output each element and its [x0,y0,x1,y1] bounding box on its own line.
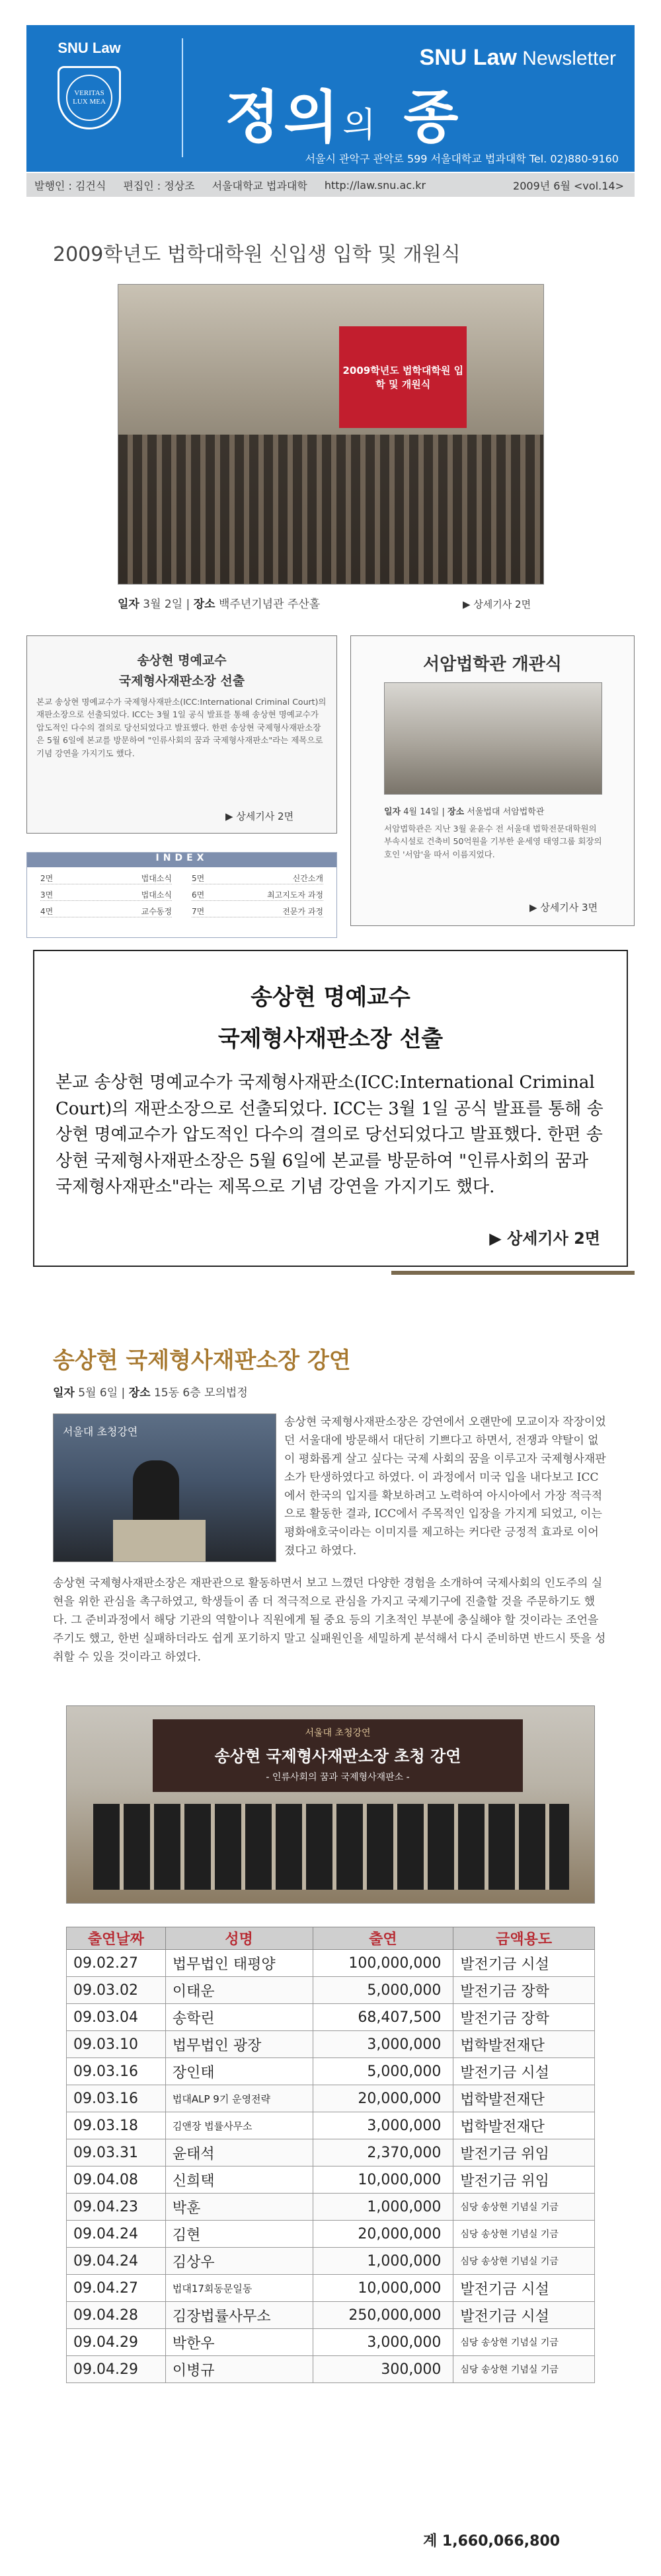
lecture-photo-text: 서울대 초청강연 [63,1425,138,1438]
cell-purpose: 발전기금 위임 [453,2139,595,2166]
cell-name: 윤태석 [165,2139,313,2166]
newsletter-word: Newsletter [522,48,616,69]
cell-amount: 3,000,000 [313,2329,453,2356]
cell-purpose: 심당 송상현 기념실 기금 [453,2248,595,2275]
cell-name: 김앤장 법률사무소 [165,2112,313,2139]
front-more-link[interactable]: ▶ 상세기사 2면 [463,598,531,610]
big-box-title-1: 송상현 명예교수 [251,984,410,1011]
cell-date: 09.04.27 [67,2275,166,2302]
cell-date: 09.03.10 [67,2031,166,2058]
index-label: 신간소개 [292,874,323,883]
cell-date: 09.04.08 [67,2166,166,2194]
lecture-caption: 일자 5월 6일 | 장소 15동 6층 모의법정 [53,1386,248,1400]
table-row [67,2248,595,2275]
title-part-a: 정의 [225,85,343,151]
seoam-date-label: 일자 [384,807,401,817]
index-item[interactable] [40,873,172,884]
table-row [67,2194,595,2221]
editor: 편집인 : 정상조 [123,179,195,192]
table-row [67,2085,595,2112]
table-row [67,2139,595,2166]
cell-amount: 10,000,000 [313,2275,453,2302]
cell-name: 김상우 [165,2248,313,2275]
cell-purpose: 발전기금 시설 [453,2058,595,2085]
cell-date: 09.03.02 [67,1977,166,2004]
cell-amount: 1,000,000 [313,2194,453,2221]
cell-purpose: 발전기금 시설 [453,2302,595,2329]
donation-total: 계 1,660,066,800 [423,2533,561,2550]
publication-info-bar [26,173,635,197]
table-row [67,2112,595,2139]
table-row [67,2004,595,2031]
cell-amount: 3,000,000 [313,2031,453,2058]
cell-date: 09.04.28 [67,2302,166,2329]
banner-title: 송상현 국제형사재판소장 초청 강연 [214,1747,461,1766]
caption-date-label: 일자 [118,598,139,611]
cell-amount: 5,000,000 [313,1977,453,2004]
cell-date: 09.03.16 [67,2058,166,2085]
index-header: INDEX [27,853,336,867]
cell-name: 법대17회동문일동 [165,2275,313,2302]
cell-date: 09.02.27 [67,1950,166,1977]
address-line: 서울시 관악구 관악로 599 서울대학교 법과대학 Tel. 02)880-9160 [305,153,619,165]
cell-purpose: 심당 송상현 기념실 기금 [453,2329,595,2356]
table-row [67,2356,595,2383]
cell-date: 09.04.23 [67,2194,166,2221]
cell-name: 법무법인 태평양 [165,1950,313,1977]
title-part-b: 의 [342,106,380,145]
table-row [67,2031,595,2058]
cell-purpose: 발전기금 위임 [453,2166,595,2194]
cell-purpose: 심당 송상현 기념실 기금 [453,2221,595,2248]
snu-law-logo [40,40,139,159]
cell-date: 09.03.16 [67,2085,166,2112]
entrance-ceremony-photo [118,284,544,585]
table-row [67,2058,595,2085]
table-row [67,2302,595,2329]
lecture-paragraph-1: 송상현 국제형사재판소장은 강연에서 오랜만에 모교이자 작장이었던 서울대에 방문해서 대단히 기쁘다고 하면서, 전쟁과 약탈이 없이 평화롭게 살고 싶다는 국제 사회의 꿈을 이루고자 국제형사재판소가 탄생하였다고 하였다. 이 과정에서 미국 입을 내다보고 ICC에서 한국의 입지를 확보하려고 노력하여 아시아에서 가장 적극적으로 활동한 결과, ICC에서 주목적인 입장을 가지게 되었고, 이는 평화애호국이라는 이미지를 제고하는 커다란 긍정적 효과로 이어졌다고 하였다. [284,1415,606,1558]
university-seal-icon [58,66,121,129]
table-row [67,2275,595,2302]
newsletter-title [225,71,462,153]
table-header-row [67,1927,595,1950]
cell-purpose: 발전기금 장학 [453,2004,595,2031]
podium [113,1520,206,1562]
table-row [67,2166,595,2194]
cell-purpose: 법학발전재단 [453,2112,595,2139]
cell-name: 김현 [165,2221,313,2248]
index-item[interactable] [192,906,323,917]
index-page: 2면 [40,874,54,883]
cell-purpose: 발전기금 장학 [453,1977,595,2004]
masthead [26,25,635,172]
cell-name: 장인태 [165,2058,313,2085]
seoam-photo [384,682,602,795]
seoam-title: 서암법학관 개관식 [423,655,562,674]
col-amount: 출연 [313,1927,453,1950]
lecture-place: 15동 6층 모의법정 [153,1386,248,1400]
publisher: 발행인 : 김건식 [34,179,106,192]
cell-name: 신희택 [165,2166,313,2194]
cell-amount: 3,000,000 [313,2112,453,2139]
cell-amount: 5,000,000 [313,2058,453,2085]
lecture-date-label: 일자 [53,1386,75,1400]
index-label: 교수동정 [141,907,172,916]
ceremony-banner: 2009학년도 법학대학원 입학 및 개원식 [339,326,467,428]
cell-name: 법무법인 광장 [165,2031,313,2058]
cell-purpose: 발전기금 시설 [453,2275,595,2302]
audience-crowd [118,435,543,585]
cell-name: 김장법률사무소 [165,2302,313,2329]
cell-date: 09.03.31 [67,2139,166,2166]
side-news-box [26,635,337,834]
big-box-more-link[interactable]: ▶ 상세기사 2면 [489,1229,600,1248]
cell-amount: 300,000 [313,2356,453,2383]
index-item[interactable] [192,873,323,884]
index-page: 5면 [192,874,205,883]
index-label: 최고지도자 과정 [267,890,323,900]
index-item[interactable] [40,889,172,901]
col-name: 성명 [165,1927,313,1950]
table-row [67,2329,595,2356]
brand-label: SNU Law [58,40,121,56]
cell-name: 이태운 [165,1977,313,2004]
side-box-title-1: 송상현 명예교수 [137,653,227,668]
cell-purpose: 심당 송상현 기념실 기금 [453,2194,595,2221]
index-grid [27,867,336,923]
side-box-text: 본교 송상현 명예교수가 국제형사재판소(ICC:International Criminal Court)의 재판소장으로 선출되었다. ICC는 3월 1일 공식 발표를 통해 송상현 명예교수가 압도적인 다수의 결의로 당선되었다고 발표했다. 한편 송상현 국제형사재판소장은 5월 6일에 본교를 방문하여 "인류사회의 꿈과 국제형사재판소"라는 제목으로 기념 강연을 가지기도 했다. [36,697,327,758]
cell-date: 09.04.24 [67,2221,166,2248]
side-box-title-2: 국제형사재판소장 선출 [118,674,245,688]
cell-amount: 68,407,500 [313,2004,453,2031]
cell-date: 09.04.24 [67,2248,166,2275]
col-date: 출연날짜 [67,1927,166,1950]
cell-name: 송학린 [165,2004,313,2031]
cell-purpose: 법학발전재단 [453,2085,595,2112]
seoam-more-link[interactable]: ▶ 상세기사 3면 [529,902,598,913]
banner-top: 서울대 초청강연 [305,1728,371,1738]
cell-amount: 20,000,000 [313,2085,453,2112]
table-row [67,1977,595,2004]
index-label: 전문가 과정 [282,907,323,916]
col-purpose: 금액용도 [453,1927,595,1950]
seoam-place: 서울법대 서암법학관 [467,807,545,817]
masthead-divider [182,38,183,157]
section-rule [26,1271,635,1275]
cell-name: 이병규 [165,2356,313,2383]
lecture-photo [53,1413,276,1562]
big-box-title-2: 국제형사재판소장 선출 [217,1026,444,1052]
caption-date: 3월 2일 [143,598,183,611]
index-item[interactable] [40,906,172,917]
lecture-date: 5월 6일 [78,1386,118,1400]
side-more-link[interactable]: ▶ 상세기사 2면 [225,810,294,822]
seal-text: VERITAS LUX MEA [66,75,112,121]
seoam-place-label: 장소 [447,807,465,817]
cell-amount: 20,000,000 [313,2221,453,2248]
cell-amount: 250,000,000 [313,2302,453,2329]
seoam-text: 서암법학관은 지난 3월 윤윤수 전 서울대 법학전문대학원의 부속시설로 건축비 50억원을 기부한 윤세영 태영그룹 회장의 호인 '서암'을 따서 이름지었다. [384,824,602,859]
index-page: 7면 [192,907,205,916]
caption-place: 백주년기념관 주산홀 [218,598,321,611]
table-row [67,2221,595,2248]
index-page: 4면 [40,907,54,916]
organization: 서울대학교 법과대학 [212,179,307,192]
table-row [67,1950,595,1977]
lecture-paragraph-2: 송상현 국제형사재판소장은 재판관으로 활동하면서 보고 느꼈던 다양한 경험을 소개하여 국제사회의 인도주의 실현을 위한 관심을 촉구하였고, 학생들이 좀 더 적극적으로 관심을 가지고 국제기구에 진출할 것을 주문하기도 했다. 그 준비과정에서 해당 기관의 역할이나 직원에게 될 중요 등의 기초적인 부분에 충실해야 할 것이라는 조언을 주기도 했고, 한번 실패하더라도 쉽게 포기하지 말고 실패원인을 세밀하게 분석해서 다시 준비하면 반드시 뜻을 성취할 수 있을 것이라고 하였다. [53,1577,606,1664]
cell-amount: 1,000,000 [313,2248,453,2275]
seoam-box [350,635,635,926]
cell-name: 법대ALP 9기 운영전략 [165,2085,313,2112]
enlarged-news-box [33,950,628,1267]
cell-name: 박훈 [165,2194,313,2221]
cell-amount: 100,000,000 [313,1950,453,1977]
index-label: 법대소식 [141,874,172,883]
cell-date: 09.03.04 [67,2004,166,2031]
front-caption: 일자 3월 2일 | 장소 백주년기념관 주산홀 [118,598,321,611]
banner-sub: - 인류사회의 꿈과 국제형사재판소 - [266,1772,410,1783]
seoam-caption: 일자 4월 14일 | 장소 서울법대 서암법학관 [384,807,545,817]
donation-table-body [67,1950,595,2383]
index-label: 법대소식 [141,890,172,900]
website-url[interactable]: http://law.snu.ac.kr [324,178,426,192]
cell-date: 09.03.18 [67,2112,166,2139]
group-people [93,1804,569,1890]
cell-purpose: 법학발전재단 [453,2031,595,2058]
seoam-date: 4월 14일 [403,807,440,817]
lecture-title: 송상현 국제형사재판소장 강연 [53,1347,351,1374]
newsletter-label [420,45,616,71]
index-page: 6면 [192,890,205,900]
cell-amount: 10,000,000 [313,2166,453,2194]
front-headline: 2009학년도 법학대학원 신입생 입학 및 개원식 [53,243,461,266]
cell-date: 09.04.29 [67,2356,166,2383]
donation-table [66,1927,595,2383]
index-page: 3면 [40,890,54,900]
index-box [26,852,337,938]
cell-name: 박한우 [165,2329,313,2356]
index-item[interactable] [192,889,323,901]
title-part-c: 종 [403,85,463,151]
big-box-text: 본교 송상현 명예교수가 국제형사재판소(ICC:International Criminal Court)의 재판소장으로 선출되었다. ICC는 3월 1일 공식 발표를 통해 송상현 명예교수가 압도적인 다수의 결의로 당선되었다고 발표했다. 한편 송상현 국제형사재판소장은 5월 6일에 본교를 방문하여 "인류사회의 꿈과 국제형사재판소"라는 제목으로 기념 강연을 가지기도 했다. [56,1073,603,1198]
newsletter-brand: SNU Law [419,45,517,70]
cell-purpose: 심당 송상현 기념실 기금 [453,2356,595,2383]
cell-purpose: 발전기금 시설 [453,1950,595,1977]
issue-label: 2009년 6월 <vol.14> [513,179,624,192]
lecture-place-label: 장소 [128,1386,151,1400]
caption-place-label: 장소 [193,598,215,611]
cell-amount: 2,370,000 [313,2139,453,2166]
group-photo [66,1705,595,1904]
lecture-banner [153,1719,523,1792]
cell-date: 09.04.29 [67,2329,166,2356]
